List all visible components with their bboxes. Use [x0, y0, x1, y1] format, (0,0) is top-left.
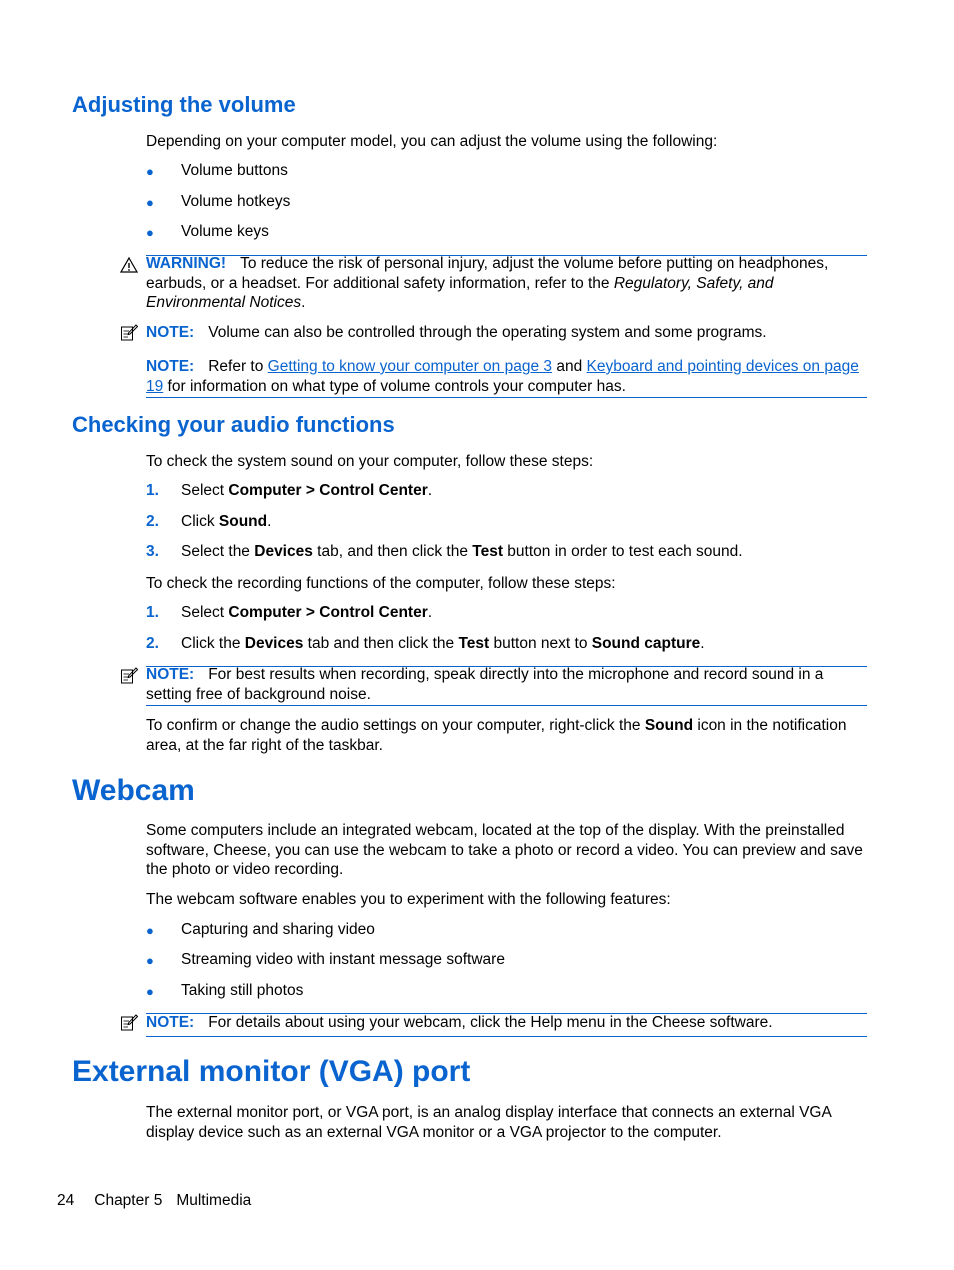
warning-block: [146, 254, 866, 313]
list-item: Taking still photos: [181, 982, 304, 999]
note-text: For best results when recording, speak directly into the microphone and record sound in a setting free of background noise.: [146, 666, 824, 703]
warning-text: To reduce the risk of personal injury, adjust the volume before putting on headphones, earbuds, or a headset. For additional safety information, refer to the: [146, 255, 829, 292]
note-rule-bottom: [146, 705, 867, 706]
step-bold: Sound: [218, 513, 268, 530]
confirm-paragraph: [146, 716, 866, 755]
bullet-marker: ●: [146, 953, 154, 968]
step-number: 2.: [146, 635, 159, 652]
step-number: 1.: [146, 604, 159, 621]
checking-intro: To check the system sound on your computer, follow these steps:: [146, 453, 594, 470]
step-number: 3.: [146, 543, 159, 560]
confirm-text: icon in the notification area, at the far right of the taskbar.: [146, 717, 847, 754]
step-text: button in order to test each sound.: [503, 543, 743, 560]
note-block: [146, 357, 866, 396]
step-bold: Test: [458, 635, 490, 652]
note-text: For details about using your webcam, click the Help menu in the Cheese software.: [208, 1014, 773, 1031]
step-item: [181, 543, 743, 561]
note-label: NOTE:: [146, 666, 195, 683]
chapter-title: Multimedia: [176, 1192, 252, 1209]
webcam-paragraph: Some computers include an integrated webcam, located at the top of the display. With the preinstalled software, Cheese, you can use the webcam to take a photo or record a video. You can preview and save the photo or video recording.: [146, 822, 863, 878]
section-heading-vga: External monitor (VGA) port: [72, 1055, 471, 1088]
step-text: .: [267, 513, 272, 530]
list-item: Volume hotkeys: [181, 193, 291, 210]
step-number: 2.: [146, 513, 159, 530]
note-label: NOTE:: [146, 1014, 195, 1031]
list-item: Streaming video with instant message software: [181, 951, 505, 968]
bullet-marker: ●: [146, 923, 154, 938]
note-block: [146, 323, 866, 343]
step-bold: Test: [472, 543, 503, 560]
list-item: Volume keys: [181, 223, 269, 240]
link-getting-to-know[interactable]: Getting to know your computer on page 3: [267, 358, 553, 375]
note-pencil-icon: [120, 324, 138, 342]
warning-label: WARNING!: [146, 255, 227, 272]
step-text: Select: [181, 482, 229, 499]
step-bold: Devices: [244, 635, 304, 652]
bullet-marker: ●: [146, 195, 154, 210]
step-number: 1.: [146, 482, 159, 499]
warning-doc-title: Regulatory, Safety, and Environmental Notices: [146, 274, 774, 311]
checking-intro-recording: To check the recording functions of the computer, follow these steps:: [146, 575, 616, 592]
chapter-label: Chapter 5: [94, 1192, 163, 1209]
note-block: [146, 665, 866, 704]
note-rule-bottom: [146, 397, 867, 398]
note-pencil-icon: [120, 1014, 138, 1032]
page-number: 24: [57, 1192, 75, 1209]
section-heading-checking-audio: Checking your audio functions: [72, 412, 395, 437]
bullet-marker: ●: [146, 984, 154, 999]
note-text: and: [552, 358, 587, 375]
step-item: [181, 513, 271, 531]
confirm-text: To confirm or change the audio settings on your computer, right-click the: [146, 717, 645, 734]
step-text: Click the: [181, 635, 245, 652]
step-text: tab and then click the: [303, 635, 459, 652]
section-heading-webcam: Webcam: [72, 774, 195, 807]
page-footer: [57, 1192, 251, 1210]
list-item: Volume buttons: [181, 162, 288, 179]
note-text: for information on what type of volume controls your computer has.: [163, 377, 626, 395]
section-heading-adjusting-volume: Adjusting the volume: [72, 92, 296, 117]
vga-paragraph: The external monitor port, or VGA port, is an analog display interface that connects an external VGA display device such as an external VGA monitor or a VGA projector to the computer.: [146, 1104, 831, 1141]
note-text: Volume can also be controlled through the operating system and some programs.: [208, 324, 767, 341]
step-item: [181, 482, 432, 500]
note-pencil-icon: [120, 667, 138, 685]
step-text: Click: [181, 513, 219, 530]
step-bold: Computer > Control Center: [228, 604, 428, 621]
step-text: button next to: [489, 635, 592, 652]
bullet-marker: ●: [146, 164, 154, 179]
step-text: .: [700, 635, 705, 652]
step-item: [181, 604, 432, 622]
step-text: .: [427, 604, 433, 621]
warning-period: .: [301, 294, 306, 311]
step-text: Select the: [181, 543, 255, 560]
note-text: Refer to: [208, 358, 268, 375]
note-label: NOTE:: [146, 324, 195, 341]
step-item: [181, 635, 705, 653]
step-text: tab, and then click the: [312, 543, 473, 560]
step-bold: Devices: [254, 543, 313, 560]
link-keyboard-pointing[interactable]: Keyboard and pointing devices on page 19: [146, 358, 859, 395]
step-bold: Sound capture: [591, 635, 701, 652]
webcam-features-intro: The webcam software enables you to experiment with the following features:: [146, 891, 671, 908]
adjusting-intro: Depending on your computer model, you can adjust the volume using the following:: [146, 133, 718, 150]
step-text: .: [427, 482, 433, 499]
step-bold: Computer > Control Center: [228, 482, 428, 499]
bullet-marker: ●: [146, 225, 154, 240]
note-label: NOTE:: [146, 358, 195, 375]
warning-triangle-icon: [120, 256, 138, 274]
confirm-bold: Sound: [644, 717, 694, 734]
list-item: Capturing and sharing video: [181, 921, 375, 938]
note-block: [146, 1013, 866, 1033]
step-text: Select: [181, 604, 229, 621]
note-rule-bottom: [146, 1036, 867, 1037]
